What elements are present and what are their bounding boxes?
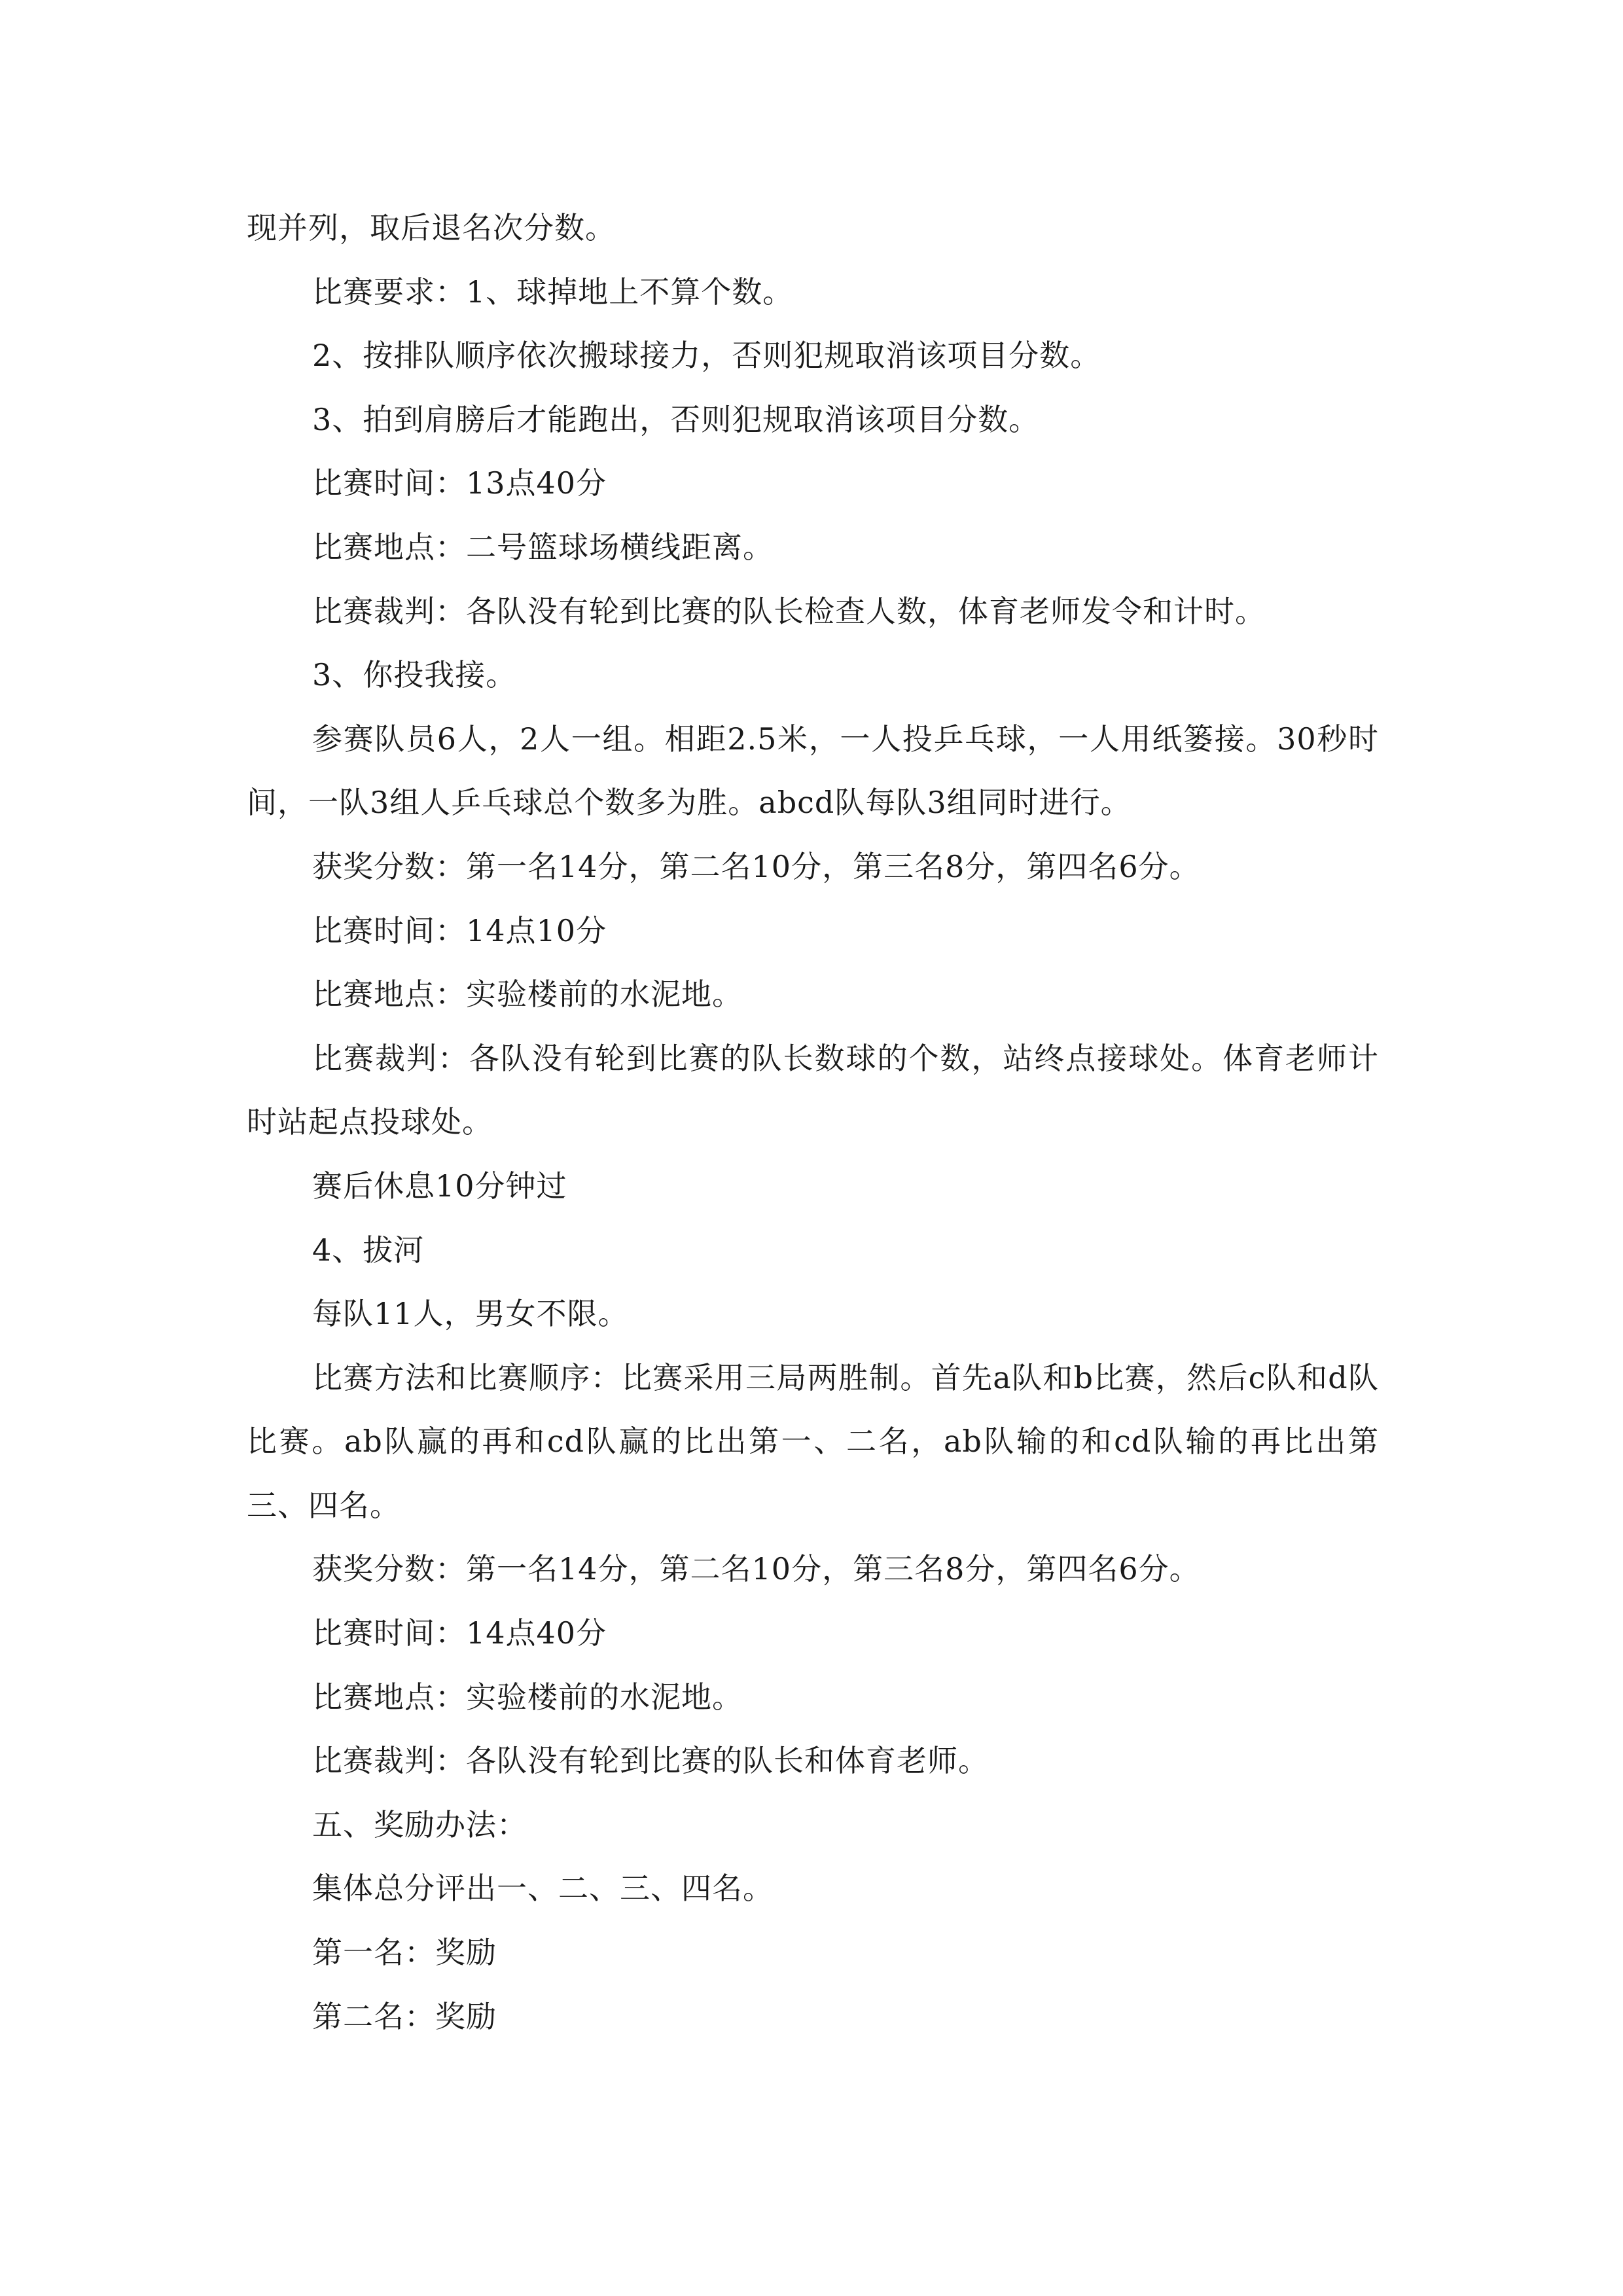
paragraph-break-note: 赛后休息10分钟过 bbox=[312, 1168, 567, 1204]
paragraph-referee-3: 比赛裁判：各队没有轮到比赛的队长和体育老师。 bbox=[312, 1743, 989, 1779]
paragraph-rule-2: 2、按排队顺序依次搬球接力，否则犯规取消该项目分数。 bbox=[312, 338, 1101, 374]
paragraph-time-1: 比赛时间：13点40分 bbox=[312, 465, 607, 501]
paragraph-section-5-heading: 五、奖励办法： bbox=[312, 1806, 527, 1842]
paragraph-event-3-heading: 3、你投我接。 bbox=[312, 657, 517, 693]
paragraph-location-3: 比赛地点：实验楼前的水泥地。 bbox=[312, 1679, 743, 1715]
document-body bbox=[247, 196, 1379, 2049]
paragraph-location-1: 比赛地点：二号篮球场横线距离。 bbox=[312, 529, 774, 565]
paragraph-first-place: 第一名：奖励 bbox=[312, 1935, 497, 1971]
paragraph-continuation: 现并列，取后退名次分数。 bbox=[247, 210, 616, 245]
paragraph-method-order: 比赛方法和比赛顺序：比赛采用三局两胜制。首先a队和b比赛，然后c队和d队比赛。ab队赢的再和cd队赢的比出第一、二名，ab队输的和cd队输的再比出第三、四名。 bbox=[247, 1359, 1379, 1523]
paragraph-second-place: 第二名：奖励 bbox=[312, 1998, 497, 2034]
paragraph-ranking: 集体总分评出一、二、三、四名。 bbox=[312, 1871, 774, 1907]
paragraph-referee-2: 比赛裁判：各队没有轮到比赛的队长数球的个数，站终点接球处。体育老师计时站起点投球处。 bbox=[247, 1040, 1379, 1140]
paragraph-time-3: 比赛时间：14点40分 bbox=[312, 1615, 607, 1651]
paragraph-team-size: 每队11人，男女不限。 bbox=[312, 1296, 629, 1332]
paragraph-referee-1: 比赛裁判：各队没有轮到比赛的队长检查人数，体育老师发令和计时。 bbox=[312, 593, 1266, 629]
paragraph-requirements: 比赛要求：1、球掉地上不算个数。 bbox=[312, 274, 794, 310]
paragraph-location-2: 比赛地点：实验楼前的水泥地。 bbox=[312, 977, 743, 1013]
paragraph-event-4-heading: 4、拔河 bbox=[312, 1232, 425, 1268]
paragraph-scores-2: 获奖分数：第一名14分，第二名10分，第三名8分，第四名6分。 bbox=[312, 1551, 1200, 1587]
paragraph-time-2: 比赛时间：14点10分 bbox=[312, 912, 607, 948]
paragraph-rule-3: 3、拍到肩膀后才能跑出，否则犯规取消该项目分数。 bbox=[312, 401, 1040, 437]
paragraph-event-3-description: 参赛队员6人，2人一组。相距2.5米，一人投乒乓球，一人用纸篓接。30秒时间，一队3组人乒乓球总个数多为胜。abcd队每队3组同时进行。 bbox=[247, 721, 1379, 821]
paragraph-scores-1: 获奖分数：第一名14分，第二名10分，第三名8分，第四名6分。 bbox=[312, 848, 1200, 884]
